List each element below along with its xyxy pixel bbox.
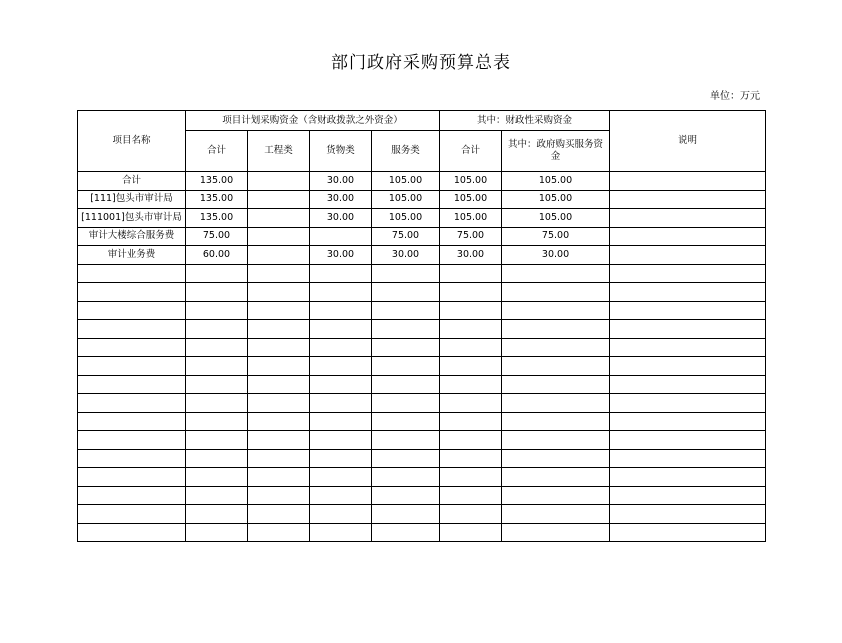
cell-plan-total [186, 283, 248, 302]
cell-fiscal-service [502, 264, 610, 283]
cell-fiscal-service: 105.00 [502, 190, 610, 209]
cell-fiscal-total [440, 283, 502, 302]
cell-fiscal-total [440, 375, 502, 394]
cell-fiscal-service [502, 357, 610, 376]
cell-plan-goods: 30.00 [310, 246, 372, 265]
cell-plan-total [186, 523, 248, 542]
cell-item-name [78, 486, 186, 505]
cell-fiscal-service [502, 338, 610, 357]
cell-fiscal-total [440, 486, 502, 505]
cell-fiscal-service [502, 283, 610, 302]
cell-fiscal-total [440, 338, 502, 357]
cell-fiscal-total [440, 412, 502, 431]
header-group-plan: 项目计划采购资金（含财政拨款之外资金） [186, 111, 440, 131]
header-fiscal-service: 其中：政府购买服务资金 [502, 131, 610, 172]
budget-table-container [0, 110, 842, 542]
cell-plan-service [372, 486, 440, 505]
cell-fiscal-service [502, 320, 610, 339]
document-page [0, 48, 842, 643]
cell-plan-goods [310, 505, 372, 524]
cell-item-name [78, 431, 186, 450]
cell-plan-service: 105.00 [372, 190, 440, 209]
cell-fiscal-service: 30.00 [502, 246, 610, 265]
cell-item-name [78, 338, 186, 357]
table-row [78, 394, 766, 413]
cell-plan-service [372, 338, 440, 357]
cell-plan-engineering [248, 264, 310, 283]
cell-fiscal-service [502, 486, 610, 505]
cell-plan-service [372, 505, 440, 524]
cell-plan-engineering [248, 227, 310, 246]
cell-plan-service [372, 431, 440, 450]
cell-plan-service: 105.00 [372, 209, 440, 228]
cell-note [610, 394, 766, 413]
table-row [78, 375, 766, 394]
cell-item-name [78, 468, 186, 487]
cell-plan-total [186, 264, 248, 283]
header-fiscal-total: 合计 [440, 131, 502, 172]
procurement-budget-table [77, 110, 766, 542]
cell-plan-goods [310, 394, 372, 413]
cell-note [610, 505, 766, 524]
cell-plan-goods [310, 227, 372, 246]
header-plan-goods: 货物类 [310, 131, 372, 172]
header-plan-engineering: 工程类 [248, 131, 310, 172]
cell-plan-service [372, 301, 440, 320]
cell-plan-total [186, 338, 248, 357]
table-body [78, 172, 766, 542]
cell-plan-engineering [248, 523, 310, 542]
table-row [78, 301, 766, 320]
cell-item-name: 合计 [78, 172, 186, 191]
cell-note [610, 449, 766, 468]
cell-fiscal-total: 30.00 [440, 246, 502, 265]
cell-note [610, 357, 766, 376]
cell-plan-total: 135.00 [186, 209, 248, 228]
cell-fiscal-total [440, 394, 502, 413]
cell-plan-service [372, 449, 440, 468]
cell-fiscal-service [502, 523, 610, 542]
header-note: 说明 [610, 111, 766, 172]
cell-fiscal-total [440, 468, 502, 487]
cell-plan-goods [310, 523, 372, 542]
cell-item-name: 审计大楼综合服务费 [78, 227, 186, 246]
cell-note [610, 264, 766, 283]
cell-plan-goods [310, 264, 372, 283]
cell-fiscal-total [440, 320, 502, 339]
cell-fiscal-total: 105.00 [440, 190, 502, 209]
cell-note [610, 375, 766, 394]
cell-item-name: [111]包头市审计局 [78, 190, 186, 209]
cell-plan-service [372, 283, 440, 302]
cell-plan-total: 135.00 [186, 172, 248, 191]
cell-plan-service [372, 320, 440, 339]
cell-plan-engineering [248, 449, 310, 468]
cell-item-name: [111001]包头市审计局 [78, 209, 186, 228]
cell-note [610, 320, 766, 339]
page-title: 部门政府采购预算总表 [331, 53, 511, 73]
cell-plan-service [372, 523, 440, 542]
table-row [78, 505, 766, 524]
cell-fiscal-total [440, 505, 502, 524]
cell-plan-service: 75.00 [372, 227, 440, 246]
cell-plan-engineering [248, 338, 310, 357]
cell-plan-engineering [248, 468, 310, 487]
cell-plan-total [186, 505, 248, 524]
cell-fiscal-total [440, 301, 502, 320]
table-row [78, 190, 766, 209]
cell-item-name [78, 394, 186, 413]
cell-plan-goods [310, 468, 372, 487]
cell-fiscal-service [502, 468, 610, 487]
cell-item-name: 审计业务费 [78, 246, 186, 265]
cell-plan-service [372, 357, 440, 376]
table-row [78, 264, 766, 283]
cell-plan-service [372, 264, 440, 283]
cell-plan-goods [310, 320, 372, 339]
cell-note [610, 431, 766, 450]
table-header-row-1 [78, 111, 766, 131]
cell-note [610, 338, 766, 357]
cell-plan-total [186, 486, 248, 505]
table-row [78, 357, 766, 376]
cell-item-name [78, 449, 186, 468]
table-row [78, 486, 766, 505]
cell-fiscal-service [502, 301, 610, 320]
cell-fiscal-service [502, 375, 610, 394]
cell-plan-engineering [248, 357, 310, 376]
cell-fiscal-total [440, 357, 502, 376]
cell-plan-engineering [248, 505, 310, 524]
cell-fiscal-service [502, 449, 610, 468]
cell-note [610, 523, 766, 542]
cell-item-name [78, 264, 186, 283]
table-header [78, 111, 766, 172]
cell-plan-total: 60.00 [186, 246, 248, 265]
cell-item-name [78, 412, 186, 431]
table-row [78, 431, 766, 450]
cell-plan-service [372, 468, 440, 487]
table-row [78, 338, 766, 357]
cell-plan-goods: 30.00 [310, 172, 372, 191]
header-group-fiscal: 其中：财政性采购资金 [440, 111, 610, 131]
cell-plan-goods [310, 357, 372, 376]
cell-fiscal-total: 105.00 [440, 209, 502, 228]
cell-plan-service [372, 412, 440, 431]
cell-fiscal-total [440, 264, 502, 283]
table-row [78, 209, 766, 228]
cell-item-name [78, 505, 186, 524]
cell-plan-service: 105.00 [372, 172, 440, 191]
cell-plan-goods [310, 375, 372, 394]
cell-plan-goods [310, 449, 372, 468]
cell-plan-service [372, 394, 440, 413]
cell-plan-total [186, 412, 248, 431]
cell-plan-service [372, 375, 440, 394]
cell-plan-goods [310, 431, 372, 450]
unit-note: 单位：万元 [710, 91, 760, 102]
cell-fiscal-service: 75.00 [502, 227, 610, 246]
cell-item-name [78, 523, 186, 542]
table-row [78, 449, 766, 468]
cell-plan-goods [310, 338, 372, 357]
cell-item-name [78, 283, 186, 302]
cell-plan-goods [310, 283, 372, 302]
cell-plan-engineering [248, 283, 310, 302]
cell-item-name [78, 320, 186, 339]
table-row [78, 172, 766, 191]
cell-plan-total [186, 320, 248, 339]
cell-plan-engineering [248, 375, 310, 394]
cell-plan-engineering [248, 394, 310, 413]
header-plan-total: 合计 [186, 131, 248, 172]
cell-plan-total [186, 468, 248, 487]
cell-plan-total [186, 394, 248, 413]
cell-note [610, 301, 766, 320]
cell-plan-goods [310, 486, 372, 505]
cell-plan-engineering [248, 320, 310, 339]
cell-note [610, 486, 766, 505]
cell-fiscal-service [502, 394, 610, 413]
table-row [78, 283, 766, 302]
cell-plan-goods: 30.00 [310, 190, 372, 209]
cell-plan-total [186, 375, 248, 394]
cell-item-name [78, 301, 186, 320]
cell-fiscal-service: 105.00 [502, 209, 610, 228]
cell-note [610, 172, 766, 191]
table-row [78, 412, 766, 431]
cell-plan-total [186, 449, 248, 468]
table-row [78, 246, 766, 265]
table-row [78, 468, 766, 487]
cell-note [610, 227, 766, 246]
cell-fiscal-service: 105.00 [502, 172, 610, 191]
cell-fiscal-total [440, 431, 502, 450]
cell-plan-goods [310, 301, 372, 320]
cell-fiscal-service [502, 412, 610, 431]
cell-plan-total [186, 431, 248, 450]
cell-note [610, 190, 766, 209]
cell-fiscal-service [502, 431, 610, 450]
cell-note [610, 246, 766, 265]
cell-note [610, 283, 766, 302]
cell-note [610, 412, 766, 431]
cell-plan-engineering [248, 431, 310, 450]
cell-plan-total [186, 301, 248, 320]
cell-note [610, 209, 766, 228]
cell-fiscal-total: 105.00 [440, 172, 502, 191]
header-item-name: 项目名称 [78, 111, 186, 172]
cell-fiscal-total: 75.00 [440, 227, 502, 246]
cell-plan-goods [310, 412, 372, 431]
cell-plan-engineering [248, 486, 310, 505]
cell-plan-engineering [248, 246, 310, 265]
cell-item-name [78, 375, 186, 394]
cell-plan-engineering [248, 209, 310, 228]
cell-plan-total: 135.00 [186, 190, 248, 209]
table-row [78, 227, 766, 246]
cell-plan-engineering [248, 301, 310, 320]
cell-fiscal-service [502, 505, 610, 524]
cell-plan-total [186, 357, 248, 376]
cell-plan-engineering [248, 190, 310, 209]
cell-plan-engineering [248, 172, 310, 191]
table-row [78, 523, 766, 542]
header-plan-service: 服务类 [372, 131, 440, 172]
cell-item-name [78, 357, 186, 376]
cell-fiscal-total [440, 449, 502, 468]
cell-fiscal-total [440, 523, 502, 542]
cell-plan-engineering [248, 412, 310, 431]
cell-plan-total: 75.00 [186, 227, 248, 246]
table-row [78, 320, 766, 339]
cell-plan-goods: 30.00 [310, 209, 372, 228]
cell-note [610, 468, 766, 487]
cell-plan-service: 30.00 [372, 246, 440, 265]
